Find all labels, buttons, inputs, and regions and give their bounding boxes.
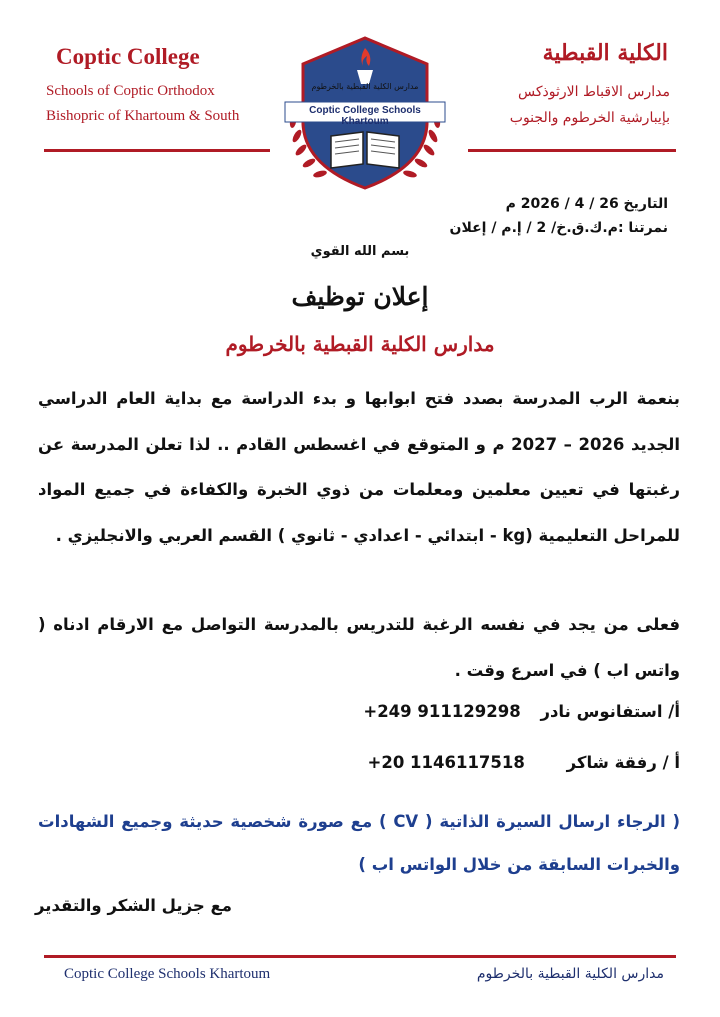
footer-text-ar: مدارس الكلية القبطية بالخرطوم bbox=[476, 966, 664, 982]
closing-line: مع جزيل الشكر والتقدير bbox=[34, 896, 232, 915]
reference-number: نمرتنا :م.ك.ق.خ/ 2 / إ.م / إعلان bbox=[449, 220, 668, 236]
college-subtitle-ar-2: بإيبارشية الخرطوم والجنوب bbox=[509, 110, 670, 126]
contact-name-1: أ/ استفانوس نادر bbox=[540, 702, 680, 721]
college-name-ar: الكلية القبطية bbox=[542, 40, 668, 66]
contact-phone-2[interactable]: +20 1146117518 bbox=[367, 753, 525, 772]
college-subtitle-ar-1: مدارس الاقباط الارثوذكس bbox=[517, 84, 670, 100]
contact-phone-1[interactable]: +249 911129298 bbox=[363, 702, 521, 721]
footer-rule bbox=[44, 955, 676, 958]
college-subtitle-en-1: Schools of Coptic Orthodox bbox=[46, 83, 215, 99]
contact-name-2: أ / رفقة شاكر bbox=[566, 753, 680, 772]
document-date: التاريخ 26 / 4 / 2026 م bbox=[505, 196, 668, 212]
contact-row-2 bbox=[368, 753, 680, 772]
page-subtitle: مدارس الكلية القبطية بالخرطوم bbox=[225, 332, 495, 356]
header-rule-left bbox=[44, 149, 270, 152]
contact-instruction: فعلى من يجد في نفسه الرغبة للتدريس بالمدرسة التواصل مع الارقام ادناه ( واتس اب ) في اسرع وقت . bbox=[38, 615, 680, 680]
logo-text-ar: مدارس الكلية القبطية بالخرطوم bbox=[311, 82, 419, 91]
basmala: بسم الله القوي bbox=[310, 244, 410, 259]
school-logo bbox=[275, 34, 455, 204]
contact-row-1 bbox=[363, 702, 680, 721]
logo-text-en: Coptic College Schools Khartoum bbox=[309, 105, 421, 127]
announcement-paragraph: بنعمة الرب المدرسة بصدد فتح ابوابها و بدء الدراسة مع بداية العام الدراسي الجديد 2026 – 2027 م و المتوقع في اغسطس القادم .. لذا تعلن المدرسة عن رغبتها في تعيين معلمين ومعلمات من ذوي الخبرة والكفاءة في جميع المواد للمراحل التعليمية (kg - ابتدائي - اعدادي - ثانوي ) القسم العربي والانجليزي . bbox=[38, 389, 680, 545]
college-subtitle-en-2: Bishopric of Khartoum & South bbox=[46, 108, 240, 124]
page-title: إعلان توظيف bbox=[291, 282, 429, 311]
footer-text-en: Coptic College Schools Khartoum bbox=[64, 966, 271, 982]
header-rule-right bbox=[468, 149, 676, 152]
college-name-en: Coptic College bbox=[56, 44, 200, 69]
cv-request-note: ( الرجاء ارسال السيرة الذاتية ( CV ) مع صورة شخصية حديثة وجميع الشهادات والخبرات السابقة من خلال الواتس اب ) bbox=[38, 812, 680, 874]
